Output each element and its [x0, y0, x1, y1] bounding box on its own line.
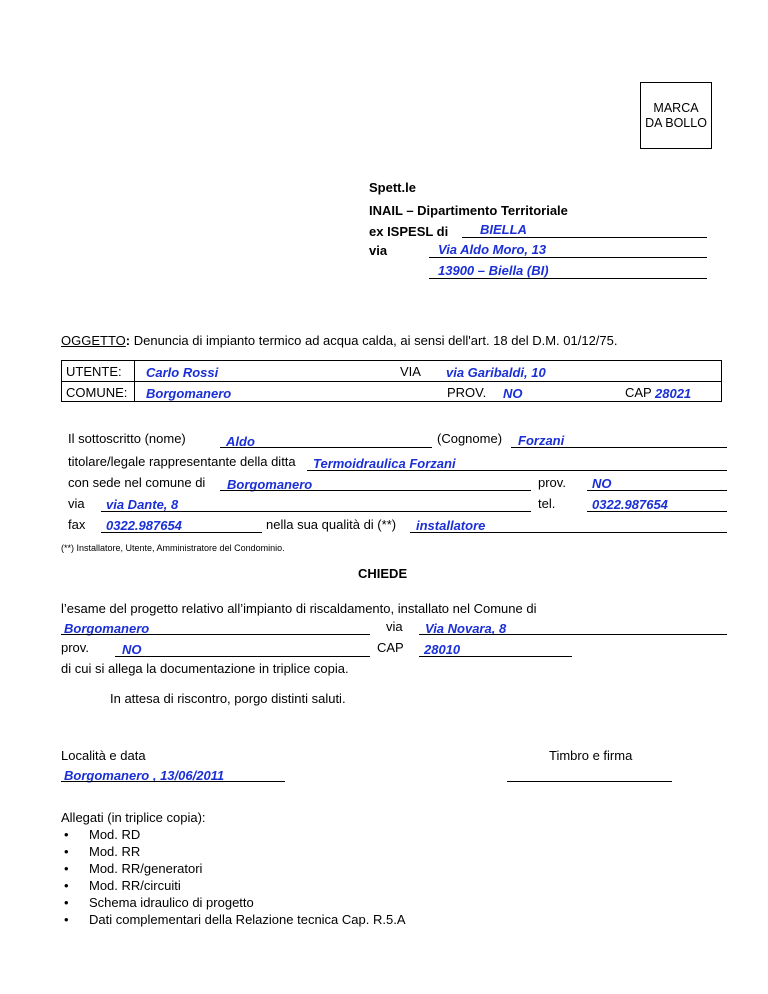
- qualita-underline: [410, 532, 727, 533]
- fax-field[interactable]: 0322.987654: [106, 518, 182, 533]
- recipient-org: INAIL – Dipartimento Territoriale: [369, 203, 568, 218]
- nome-field[interactable]: Aldo: [226, 434, 255, 449]
- request-intro: l’esame del progetto relativo all’impianto di riscaldamento, installato nel Comune di: [61, 601, 537, 616]
- recipient-city-underline: [429, 278, 707, 279]
- request-prov-underline: [115, 656, 370, 657]
- request-cap-field[interactable]: 28010: [424, 642, 461, 657]
- recipient-ispesl-underline: [462, 237, 707, 238]
- attachment-item: • Dati complementari della Relazione tecnica Cap. R.5.A: [64, 911, 406, 928]
- table-cap-label: CAP: [625, 385, 652, 400]
- sede-field[interactable]: Borgomanero: [227, 477, 313, 492]
- request-comune-field[interactable]: Borgomanero: [64, 621, 150, 636]
- decl-prov-field[interactable]: NO: [592, 476, 612, 491]
- recipient-via-underline: [429, 257, 707, 258]
- nome-label: Il sottoscritto (nome): [68, 431, 186, 446]
- comune-field[interactable]: Borgomanero: [146, 386, 232, 401]
- tel-field[interactable]: 0322.987654: [592, 497, 668, 512]
- recipient-via-label: via: [369, 243, 388, 258]
- fax-underline: [101, 532, 262, 533]
- nome-underline: [220, 447, 432, 448]
- sede-underline: [220, 490, 531, 491]
- utente-label: UTENTE:: [66, 364, 122, 379]
- recipient-ispesl-field[interactable]: BIELLA: [480, 222, 527, 237]
- ditta-underline: [307, 470, 727, 471]
- table-cap-field[interactable]: 28021: [655, 386, 692, 401]
- qualita-label: nella sua qualità di (**): [266, 517, 397, 532]
- request-via-field[interactable]: Via Novara, 8: [425, 621, 507, 636]
- request-cap-underline: [419, 656, 572, 657]
- ditta-field[interactable]: Termoidraulica Forzani: [313, 456, 456, 471]
- request-prov-label: prov.: [61, 640, 89, 655]
- tel-underline: [587, 511, 727, 512]
- table-via-label: VIA: [400, 364, 421, 379]
- decl-via-label: via: [68, 496, 85, 511]
- attachment-item: • Mod. RR/circuiti: [64, 877, 406, 894]
- attachment-item: • Mod. RR/generatori: [64, 860, 406, 877]
- closing-text: In attesa di riscontro, porgo distinti saluti.: [110, 691, 346, 706]
- table-via-field[interactable]: via Garibaldi, 10: [446, 365, 546, 380]
- attachment-item: • Mod. RD: [64, 826, 406, 843]
- recipient-via-field[interactable]: Via Aldo Moro, 13: [438, 242, 547, 257]
- decl-prov-label: prov.: [538, 475, 566, 490]
- place-date-field[interactable]: Borgomanero , 13/06/2011: [64, 768, 225, 783]
- utente-field[interactable]: Carlo Rossi: [146, 365, 219, 380]
- stamp-sign-label: Timbro e firma: [549, 748, 633, 763]
- marca-da-bollo-line2: DA BOLLO: [645, 116, 707, 130]
- table-prov-field[interactable]: NO: [503, 386, 523, 401]
- request-cap-label: CAP: [377, 640, 404, 655]
- attachment-item: • Schema idraulico di progetto: [64, 894, 406, 911]
- attachments-list: [64, 826, 406, 928]
- attach-note: di cui si allega la documentazione in triplice copia.: [61, 661, 349, 676]
- tel-label: tel.: [538, 496, 556, 511]
- subject-label: OGGETTO: [61, 333, 126, 348]
- signature-underline[interactable]: [507, 781, 672, 782]
- cognome-label: (Cognome): [437, 431, 503, 446]
- table-prov-label: PROV.: [447, 385, 487, 400]
- chiede-heading: CHIEDE: [358, 566, 408, 581]
- decl-via-underline: [101, 511, 531, 512]
- request-via-label: via: [386, 619, 403, 634]
- decl-prov-underline: [587, 490, 727, 491]
- attachments-title: Allegati (in triplice copia):: [61, 810, 206, 825]
- marca-da-bollo-box: [640, 82, 712, 149]
- cognome-underline: [511, 447, 727, 448]
- place-date-label: Località e data: [61, 748, 146, 763]
- recipient-greeting: Spett.le: [369, 180, 416, 195]
- fax-label: fax: [68, 517, 86, 532]
- cognome-field[interactable]: Forzani: [518, 433, 565, 448]
- user-table-col-divider: [134, 361, 135, 401]
- request-comune-underline: [61, 634, 370, 635]
- attachment-item: • Mod. RR: [64, 843, 406, 860]
- qualita-field[interactable]: installatore: [416, 518, 486, 533]
- request-prov-field[interactable]: NO: [122, 642, 142, 657]
- sede-label: con sede nel comune di: [68, 475, 206, 490]
- subject-text: Denuncia di impianto termico ad acqua calda, ai sensi dell'art. 18 del D.M. 01/12/75.: [130, 333, 618, 348]
- footnote: (**) Installatore, Utente, Amministratore del Condominio.: [61, 543, 285, 553]
- ditta-label: titolare/legale rappresentante della ditta: [68, 454, 296, 469]
- request-via-underline: [419, 634, 727, 635]
- decl-via-field[interactable]: via Dante, 8: [106, 497, 179, 512]
- subject-line: [61, 333, 617, 348]
- place-date-underline: [61, 781, 285, 782]
- recipient-city-field[interactable]: 13900 – Biella (BI): [438, 263, 549, 278]
- subject-colon: :: [125, 333, 131, 348]
- comune-label: COMUNE:: [66, 385, 128, 400]
- recipient-ispesl-label: ex ISPESL di: [369, 224, 449, 239]
- user-table-row-divider: [62, 381, 721, 382]
- marca-da-bollo-line1: MARCA: [653, 101, 699, 115]
